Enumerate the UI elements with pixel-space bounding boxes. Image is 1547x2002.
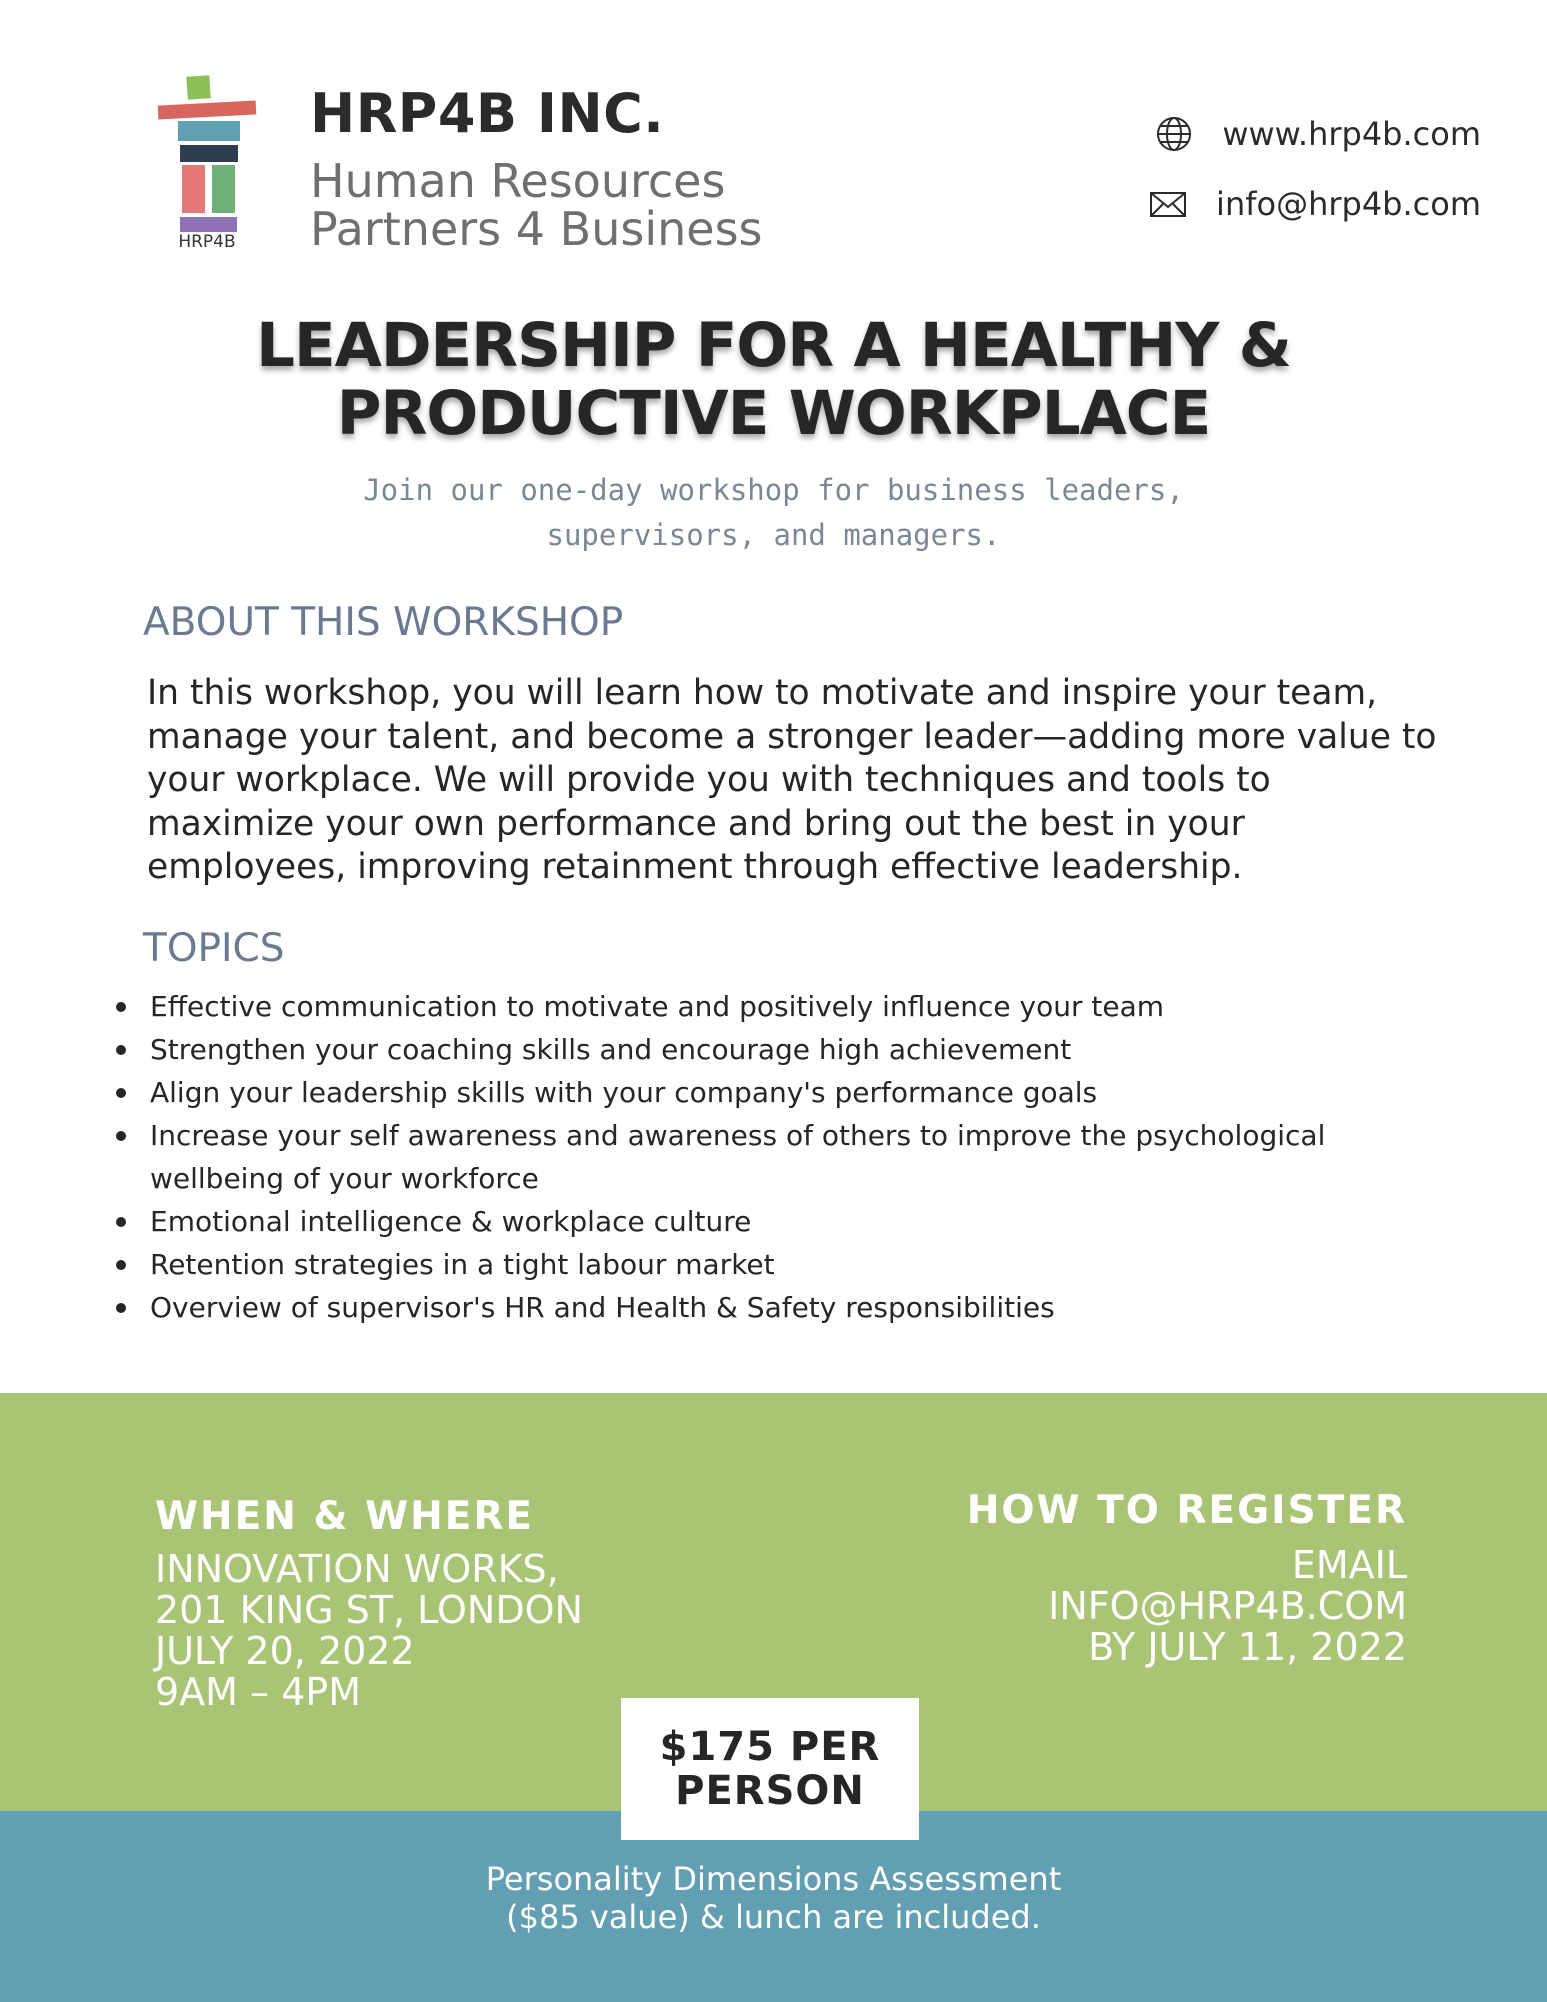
bullet-icon [116,1217,126,1227]
topic-text: Overview of supervisor's HR and Health & Safety responsibilities [150,1291,1055,1324]
venue-address: 201 KING ST, LONDON [155,1588,583,1632]
topic-text: Strengthen your coaching skills and encourage high achievement [150,1033,1072,1066]
included-line-1: Personality Dimensions Assessment [485,1860,1062,1898]
topic-text: Retention strategies in a tight labour market [150,1248,775,1281]
tagline-line-2: Partners 4 Business [310,202,763,256]
bullet-icon [116,1303,126,1313]
about-heading: ABOUT THIS WORKSHOP [143,600,624,645]
subtitle-line-2: supervisors, and managers. [546,518,1001,552]
logo-label: HRP4B [178,232,236,252]
when-where-details [155,1549,583,1713]
register-deadline: BY JULY 11, 2022 [1088,1625,1407,1669]
topic-text: Increase your self awareness and awareness of others to improve the psychological wellbeing of your workforce [150,1119,1326,1195]
subtitle-line-1: Join our one-day workshop for business leaders, [363,473,1184,507]
title-line-1: LEADERSHIP FOR A HEALTHY & [256,310,1291,381]
about-text: In this workshop, you will learn how to motivate and inspire your team, manage your talent, and become a stronger leader—adding more value to your workplace. We will provide you with techniques and tools to maximize your own performance and bring out the best in your employees, improving retainment through effective leadership. [147,673,1437,887]
when-where-heading: WHEN & WHERE [155,1494,535,1539]
event-time: 9AM – 4PM [155,1670,361,1714]
company-logo [152,74,262,254]
topic-text: Emotional intelligence & workplace culture [150,1205,752,1238]
title-line-2: PRODUCTIVE WORKPLACE [336,378,1211,449]
topic-text: Align your leadership skills with your company's performance goals [150,1076,1098,1109]
price-badge [621,1698,919,1840]
email-contact[interactable] [1148,184,1481,224]
price-line-1: $175 PER [659,1724,881,1770]
tagline-line-1: Human Resources [310,154,726,208]
company-tagline [310,154,763,256]
register-heading: HOW TO REGISTER [966,1488,1407,1533]
bullet-icon [116,1002,126,1012]
register-email[interactable]: INFO@HRP4B.COM [1048,1584,1407,1628]
bullet-icon [116,1131,126,1141]
list-item [116,1114,1330,1200]
page-title [0,312,1547,448]
included-line-2: ($85 value) & lunch are included. [506,1898,1041,1936]
venue-name: INNOVATION WORKS, [155,1547,559,1591]
included-note [0,1860,1547,1936]
register-method: EMAIL [1291,1543,1407,1587]
topic-text: Effective communication to motivate and positively influence your team [150,990,1165,1023]
page-subtitle [0,468,1547,558]
globe-icon [1154,114,1194,154]
list-item [116,1200,1456,1243]
envelope-icon [1148,184,1188,224]
topics-heading: TOPICS [143,926,285,971]
price-line-2: PERSON [675,1768,865,1814]
when-where-section [155,1494,583,1713]
company-name: HRP4B INC. [310,82,665,145]
bullet-icon [116,1088,126,1098]
register-details [967,1545,1407,1668]
register-section [967,1488,1407,1668]
list-item [116,1028,1456,1071]
list-item [116,1243,1456,1286]
list-item [116,1286,1456,1329]
topics-list [116,985,1456,1329]
list-item [116,985,1456,1028]
bullet-icon [116,1045,126,1055]
list-item [116,1071,1456,1114]
event-date: JULY 20, 2022 [155,1629,415,1673]
email-link[interactable]: info@hrp4b.com [1216,185,1481,223]
bullet-icon [116,1260,126,1270]
website-link[interactable]: www.hrp4b.com [1222,115,1481,153]
website-contact[interactable] [1154,114,1481,154]
